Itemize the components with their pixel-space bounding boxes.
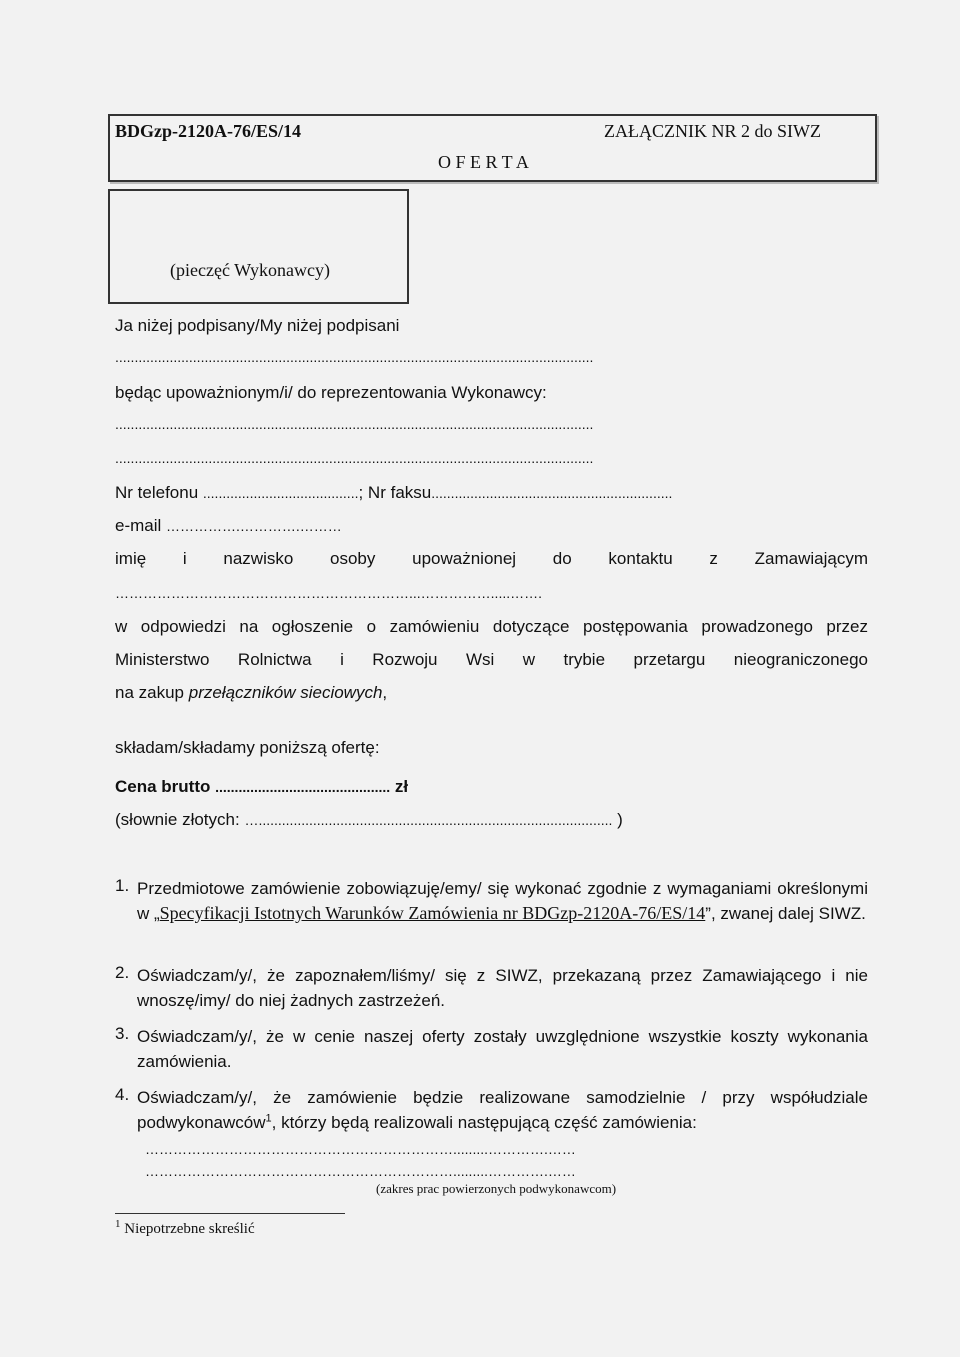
subcontract-field-1[interactable]: ………………………………………………………….........………….…… <box>145 1141 576 1157</box>
signed-label: Ja niżej podpisany/My niżej podpisani <box>115 316 400 335</box>
item-4-text-after: , którzy będą realizowali następującą część zamówienia: <box>271 1113 697 1132</box>
item-4-text-before: Oświadczam/y/, że zamówienie będzie realizowane samodzielnie / przy współudziale podwykonawców <box>137 1088 868 1132</box>
contact-person-label: imię i nazwisko osoby upoważnionej do kontaktu z Zamawiającym <box>115 549 868 568</box>
item-4-number: 4. <box>115 1085 130 1104</box>
authorized-field-1[interactable]: ........................................................................................................................... <box>115 416 594 432</box>
intro-line-1: w odpowiedzi na ogłoszenie o zamówieniu dotyczące postępowania prowadzonego przez <box>115 617 868 636</box>
authorized-field-2[interactable]: ........................................................................................................................... <box>115 450 594 466</box>
authorized-label: będąc upoważnionym/i/ do reprezentowania Wykonawcy: <box>115 383 547 402</box>
footnote-divider <box>115 1213 345 1214</box>
contact-person-field[interactable]: ………………………………………………………...…………….....……. <box>115 585 543 601</box>
contact-line <box>115 483 672 503</box>
item-1-text-before: Przedmiotowe zamówienie zobowiązuję/emy/ się wykonać zgodnie z wymaganiami określonymi w „ <box>137 879 868 923</box>
footnote <box>115 1218 255 1238</box>
subcontract-caption: (zakres prac powierzonych podwykonawcom) <box>376 1181 617 1196</box>
item-3-number: 3. <box>115 1024 130 1043</box>
contractor-stamp-box <box>108 189 409 304</box>
submit-offer-label: składam/składamy poniższą ofertę: <box>115 738 380 757</box>
item-4-text <box>137 1085 868 1135</box>
gross-price-label: Cena brutto <box>115 777 216 796</box>
fax-field[interactable]: .............................................................. <box>431 485 673 501</box>
price-in-words-field[interactable]: …........................................................................................... <box>244 812 613 828</box>
item-2-number: 2. <box>115 963 130 982</box>
item-2-text: Oświadczam/y/, że zapoznałem/liśmy/ się z SIWZ, przekazaną przez Zamawiającego i nie wnoszę/imy/ do niej żadnych zastrzeżeń. <box>137 966 868 1010</box>
item-1-text <box>137 876 868 926</box>
phone-label: Nr telefonu <box>115 483 203 502</box>
attachment-label: ZAŁĄCZNIK NR 2 do SIWZ <box>604 121 821 141</box>
price-in-words-label: (słownie złotych: <box>115 810 245 829</box>
page-title: O F E R T A <box>438 152 529 172</box>
document-reference: BDGzp-2120A-76/ES/14 <box>115 121 302 141</box>
footnote-text: Niepotrzebne skreślić <box>120 1221 255 1237</box>
email-field[interactable]: …………….………….……… <box>166 518 342 534</box>
item-3-text: Oświadczam/y/, że w cenie naszej oferty zostały uwzględnione wszystkie koszty wykonania zamówienia. <box>137 1027 868 1071</box>
price-in-words-close: ) <box>612 810 623 829</box>
subcontract-field-2[interactable]: ………………………………………………………….........………….…… <box>145 1163 576 1179</box>
intro-prefix: na zakup <box>115 683 189 702</box>
intro-suffix: , <box>382 683 388 702</box>
phone-field[interactable]: ........................................ <box>202 485 359 501</box>
intro-line-3 <box>115 683 387 703</box>
item-1-text-after: ”, zwanej dalej SIWZ. <box>705 904 866 923</box>
email-line <box>115 516 342 536</box>
gross-price-line <box>115 777 408 797</box>
fax-label: ; Nr faksu <box>358 483 432 502</box>
intro-line-2: Ministerstwo Rolnictwa i Rozwoju Wsi w trybie przetargu nieograniczonego <box>115 650 868 669</box>
footnote-number: 1 <box>115 1218 121 1230</box>
email-label: e-mail <box>115 516 167 535</box>
footnote-ref: 1 <box>265 1112 272 1125</box>
item-1-number: 1. <box>115 876 130 895</box>
siwz-reference-link[interactable]: Specyfikacji Istotnych Warunków Zamówienia nr BDGzp-2120A-76/ES/14 <box>159 903 706 923</box>
gross-price-field[interactable]: ............................................. <box>215 779 391 795</box>
currency-unit: zł <box>390 777 409 796</box>
signed-field[interactable]: ........................................................................................................................... <box>115 349 594 365</box>
subject-of-order: przełączników sieciowych <box>188 683 383 702</box>
price-in-words-line <box>115 810 623 830</box>
stamp-label: (pieczęć Wykonawcy) <box>170 260 330 280</box>
